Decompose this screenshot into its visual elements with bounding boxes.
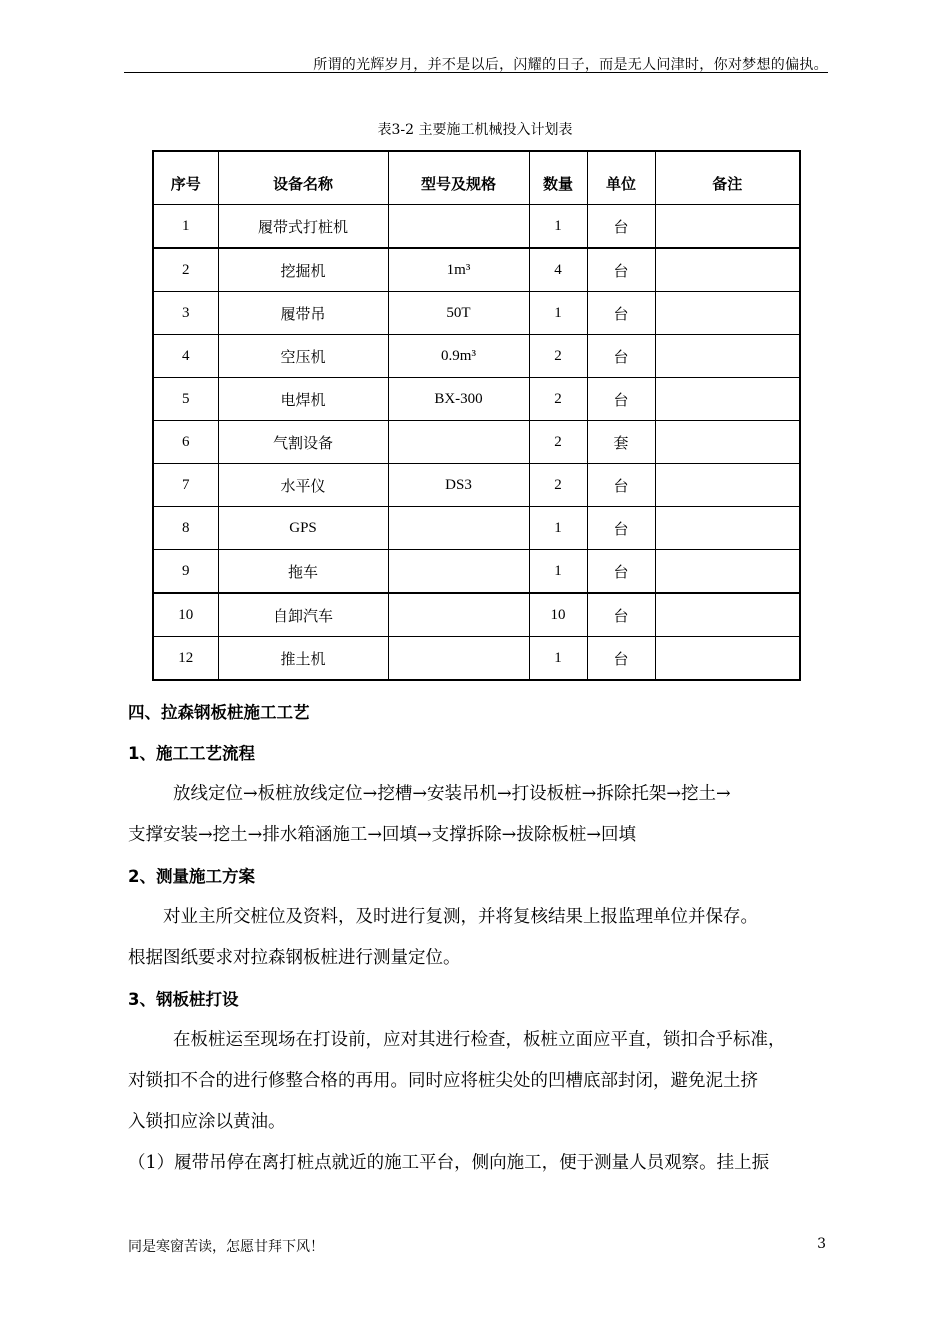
table-cell: 12 xyxy=(153,637,218,681)
table-cell: 1 xyxy=(529,507,587,550)
table-cell: 台 xyxy=(587,550,655,594)
paragraph-line: 对业主所交桩位及资料，及时进行复测，并将复核结果上报监理单位并保存。 xyxy=(163,907,758,927)
table-cell: 台 xyxy=(587,248,655,292)
page-header-motto: 所谓的光辉岁月，并不是以后，闪耀的日子，而是无人问津时，你对梦想的偏执。 xyxy=(313,57,828,73)
table-cell: 台 xyxy=(587,464,655,507)
table-cell: 10 xyxy=(529,593,587,637)
table-cell: DS3 xyxy=(388,464,529,507)
table-cell: 气割设备 xyxy=(218,421,388,464)
table-cell: 2 xyxy=(529,378,587,421)
paragraph-line: 放线定位→板桩放线定位→挖槽→安装吊机→打设板桩→拆除托架→挖土→ xyxy=(173,784,731,804)
table-cell: 2 xyxy=(529,464,587,507)
table-cell: 1 xyxy=(529,205,587,249)
table-cell xyxy=(388,593,529,637)
table-row xyxy=(153,593,800,637)
table-row xyxy=(153,248,800,292)
table-cell xyxy=(655,464,800,507)
footer-slogan: 同是寒窗苦读，怎愿甘拜下风！ xyxy=(128,1239,324,1255)
table-cell: 3 xyxy=(153,292,218,335)
column-header: 备注 xyxy=(655,151,800,205)
table-cell: 台 xyxy=(587,593,655,637)
table-cell: 9 xyxy=(153,550,218,594)
table-row xyxy=(153,292,800,335)
table-cell: 电焊机 xyxy=(218,378,388,421)
table-cell xyxy=(655,335,800,378)
table-cell xyxy=(655,507,800,550)
table-cell xyxy=(655,637,800,681)
subsection-heading: 2、测量施工方案 xyxy=(128,867,255,886)
table-cell: GPS xyxy=(218,507,388,550)
column-header: 数量 xyxy=(529,151,587,205)
table-cell: 8 xyxy=(153,507,218,550)
table-row xyxy=(153,507,800,550)
table-cell: 1m³ xyxy=(388,248,529,292)
table-cell xyxy=(655,205,800,249)
table-cell: 2 xyxy=(529,335,587,378)
table-cell xyxy=(388,421,529,464)
table-cell: 0.9m³ xyxy=(388,335,529,378)
table-cell: 挖掘机 xyxy=(218,248,388,292)
table-cell: 台 xyxy=(587,335,655,378)
table-cell: 1 xyxy=(529,637,587,681)
table-cell: 1 xyxy=(153,205,218,249)
table-cell xyxy=(655,593,800,637)
table-cell: 水平仪 xyxy=(218,464,388,507)
table-cell: 2 xyxy=(529,421,587,464)
table-cell: 履带式打桩机 xyxy=(218,205,388,249)
page-number: 3 xyxy=(817,1236,826,1252)
table-cell: 台 xyxy=(587,637,655,681)
paragraph-line: （1）履带吊停在离打桩点就近的施工平台，侧向施工，便于测量人员观察。挂上振 xyxy=(128,1153,770,1173)
subsection-heading: 1、施工工艺流程 xyxy=(128,744,255,763)
table-cell: 10 xyxy=(153,593,218,637)
table-cell: 台 xyxy=(587,292,655,335)
table-cell: 自卸汽车 xyxy=(218,593,388,637)
table-cell xyxy=(655,292,800,335)
equipment-table xyxy=(152,150,801,681)
paragraph-line: 入锁扣应涂以黄油。 xyxy=(128,1112,286,1132)
table-cell xyxy=(388,637,529,681)
column-header: 单位 xyxy=(587,151,655,205)
table-cell xyxy=(655,421,800,464)
table-cell: 7 xyxy=(153,464,218,507)
table-row xyxy=(153,637,800,681)
table-cell: 4 xyxy=(153,335,218,378)
header-divider xyxy=(124,72,828,73)
table-cell xyxy=(388,507,529,550)
table-header-row xyxy=(153,151,800,205)
document-body xyxy=(128,692,828,1184)
column-header: 序号 xyxy=(153,151,218,205)
section-heading: 四、拉森钢板桩施工工艺 xyxy=(128,703,310,722)
table-cell: 推土机 xyxy=(218,637,388,681)
paragraph-line: 对锁扣不合的进行修整合格的再用。同时应将桩尖处的凹槽底部封闭，避免泥土挤 xyxy=(128,1071,758,1091)
table-cell: 台 xyxy=(587,205,655,249)
table-row xyxy=(153,205,800,249)
table-cell xyxy=(655,550,800,594)
table-cell: 履带吊 xyxy=(218,292,388,335)
table-cell: 5 xyxy=(153,378,218,421)
column-header: 型号及规格 xyxy=(388,151,529,205)
table-row xyxy=(153,378,800,421)
table-cell: 台 xyxy=(587,507,655,550)
table-cell xyxy=(655,248,800,292)
table-cell: 台 xyxy=(587,378,655,421)
table-row xyxy=(153,464,800,507)
table-cell: 2 xyxy=(153,248,218,292)
subsection-heading: 3、钢板桩打设 xyxy=(128,990,239,1009)
table-cell xyxy=(388,550,529,594)
table-row xyxy=(153,550,800,594)
table-cell: 1 xyxy=(529,550,587,594)
table-cell: 1 xyxy=(529,292,587,335)
table-cell: 空压机 xyxy=(218,335,388,378)
table-row xyxy=(153,421,800,464)
table-cell xyxy=(655,378,800,421)
paragraph-line: 根据图纸要求对拉森钢板桩进行测量定位。 xyxy=(128,948,461,968)
table-caption: 表3-2 主要施工机械投入计划表 xyxy=(377,122,573,138)
table-cell: 4 xyxy=(529,248,587,292)
table-cell: BX-300 xyxy=(388,378,529,421)
table-cell: 拖车 xyxy=(218,550,388,594)
table-cell: 套 xyxy=(587,421,655,464)
table-cell: 50T xyxy=(388,292,529,335)
table-cell: 6 xyxy=(153,421,218,464)
table-row xyxy=(153,335,800,378)
paragraph-line: 支撑安装→挖土→排水箱涵施工→回填→支撑拆除→拔除板桩→回填 xyxy=(128,825,636,845)
column-header: 设备名称 xyxy=(218,151,388,205)
table-cell xyxy=(388,205,529,249)
paragraph-line: 在板桩运至现场在打设前，应对其进行检查，板桩立面应平直，锁扣合乎标准， xyxy=(173,1030,786,1050)
